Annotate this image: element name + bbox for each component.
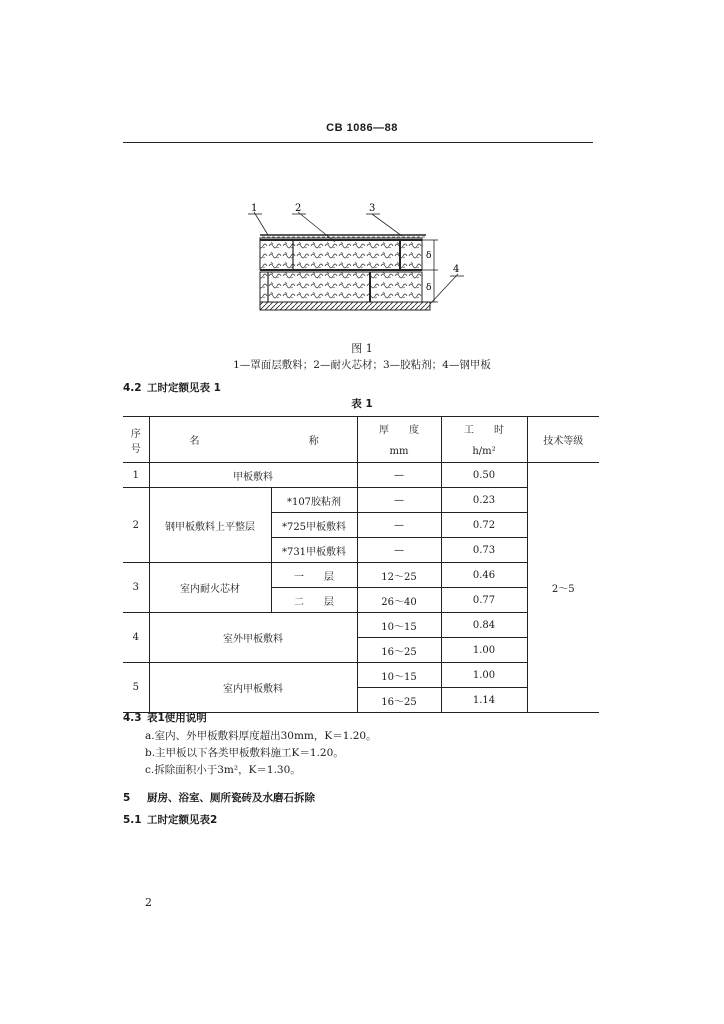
cell-thickness: 16～25	[357, 638, 441, 663]
cell-hours: 0.46	[441, 563, 527, 588]
note-item-b: b.主甲板以下各类甲板敷料施工K＝1.20。	[145, 747, 344, 759]
section-number: 4.2	[123, 382, 142, 394]
header-seq: 序号	[123, 417, 149, 463]
section-number: 5	[123, 792, 131, 804]
header-hours: 工 时	[441, 417, 527, 441]
cell-thickness: 10～15	[357, 613, 441, 638]
section-title: 工时定额见表 1	[147, 382, 221, 394]
section-number: 5.1	[123, 814, 142, 826]
table-1-title: 表 1	[351, 398, 373, 410]
cell-hours: 0.72	[441, 513, 527, 538]
cell-thickness: —	[357, 488, 441, 513]
figure-label-1: 1	[251, 203, 258, 214]
figure-1-cross-section	[240, 200, 470, 318]
note-item-c: c.拆除面积小于3m²，K＝1.30。	[145, 764, 301, 776]
cell-hours: 1.00	[441, 638, 527, 663]
header-hours-unit: h/m²	[441, 440, 527, 463]
cell-sub: *107胶粘剂	[271, 488, 357, 513]
cell-hours: 0.50	[441, 463, 527, 488]
cell-seq: 2	[123, 488, 149, 563]
figure-legend: 1—罩面层敷料；2—耐火芯材；3—胶粘剂；4—钢甲板	[233, 359, 491, 371]
cell-thickness: 12～25	[357, 563, 441, 588]
section-number: 4.3	[123, 712, 142, 724]
cell-thickness: —	[357, 513, 441, 538]
cell-grade: 2～5	[527, 463, 599, 713]
header-name: 名	[149, 417, 271, 463]
section-title: 厨房、浴室、厕所瓷砖及水磨石拆除	[147, 792, 315, 804]
section-title: 工时定额见表2	[147, 814, 218, 826]
cell-hours: 1.00	[441, 663, 527, 688]
cell-thickness: 16～25	[357, 688, 441, 713]
cell-sub: *725甲板敷料	[271, 513, 357, 538]
cell-hours: 0.77	[441, 588, 527, 613]
table-row	[123, 463, 599, 488]
figure-label-3: 3	[369, 203, 376, 214]
cell-thickness: —	[357, 538, 441, 563]
cell-seq: 1	[123, 463, 149, 488]
cell-thickness: —	[357, 463, 441, 488]
section-4-3-heading	[123, 710, 207, 725]
dim-label-upper: δ	[426, 251, 432, 261]
figure-label-2: 2	[295, 203, 302, 214]
cell-name: 甲板敷料	[149, 463, 357, 488]
cell-seq: 5	[123, 663, 149, 713]
cell-hours: 0.23	[441, 488, 527, 513]
cell-thickness: 10～15	[357, 663, 441, 688]
cell-seq: 4	[123, 613, 149, 663]
cell-hours: 0.84	[441, 613, 527, 638]
cell-name: 室内甲板敷料	[149, 663, 357, 713]
dim-label-lower: δ	[426, 283, 432, 293]
cell-name: 室内耐火芯材	[149, 563, 271, 613]
cell-sub: 二 层	[271, 588, 357, 613]
cell-thickness: 26～40	[357, 588, 441, 613]
cell-name: 钢甲板敷料上平整层	[149, 488, 271, 563]
section-5-heading	[123, 790, 315, 805]
section-5-1-heading	[123, 812, 217, 827]
section-4-2-heading	[123, 380, 221, 395]
header-name-2: 称	[271, 417, 357, 463]
table-header-row	[123, 417, 599, 441]
page-number: 2	[145, 896, 152, 909]
figure-title: 图 1	[351, 342, 373, 355]
cell-hours: 0.73	[441, 538, 527, 563]
note-item-a: a.室内、外甲板敷料厚度超出30mm，K＝1.20。	[145, 730, 377, 742]
header-grade: 技术等级	[527, 417, 599, 463]
cell-seq: 3	[123, 563, 149, 613]
cell-sub: *731甲板敷料	[271, 538, 357, 563]
cell-sub: 一 层	[271, 563, 357, 588]
cell-hours: 1.14	[441, 688, 527, 713]
figure-label-4: 4	[453, 264, 460, 275]
document-code: CB 1086—88	[326, 122, 398, 134]
table-1	[123, 416, 599, 713]
header-thickness: 厚 度	[357, 417, 441, 441]
header-thickness-unit: mm	[357, 440, 441, 463]
cell-name: 室外甲板敷料	[149, 613, 357, 663]
header-rule	[123, 142, 593, 143]
section-title: 表1使用说明	[147, 712, 207, 724]
